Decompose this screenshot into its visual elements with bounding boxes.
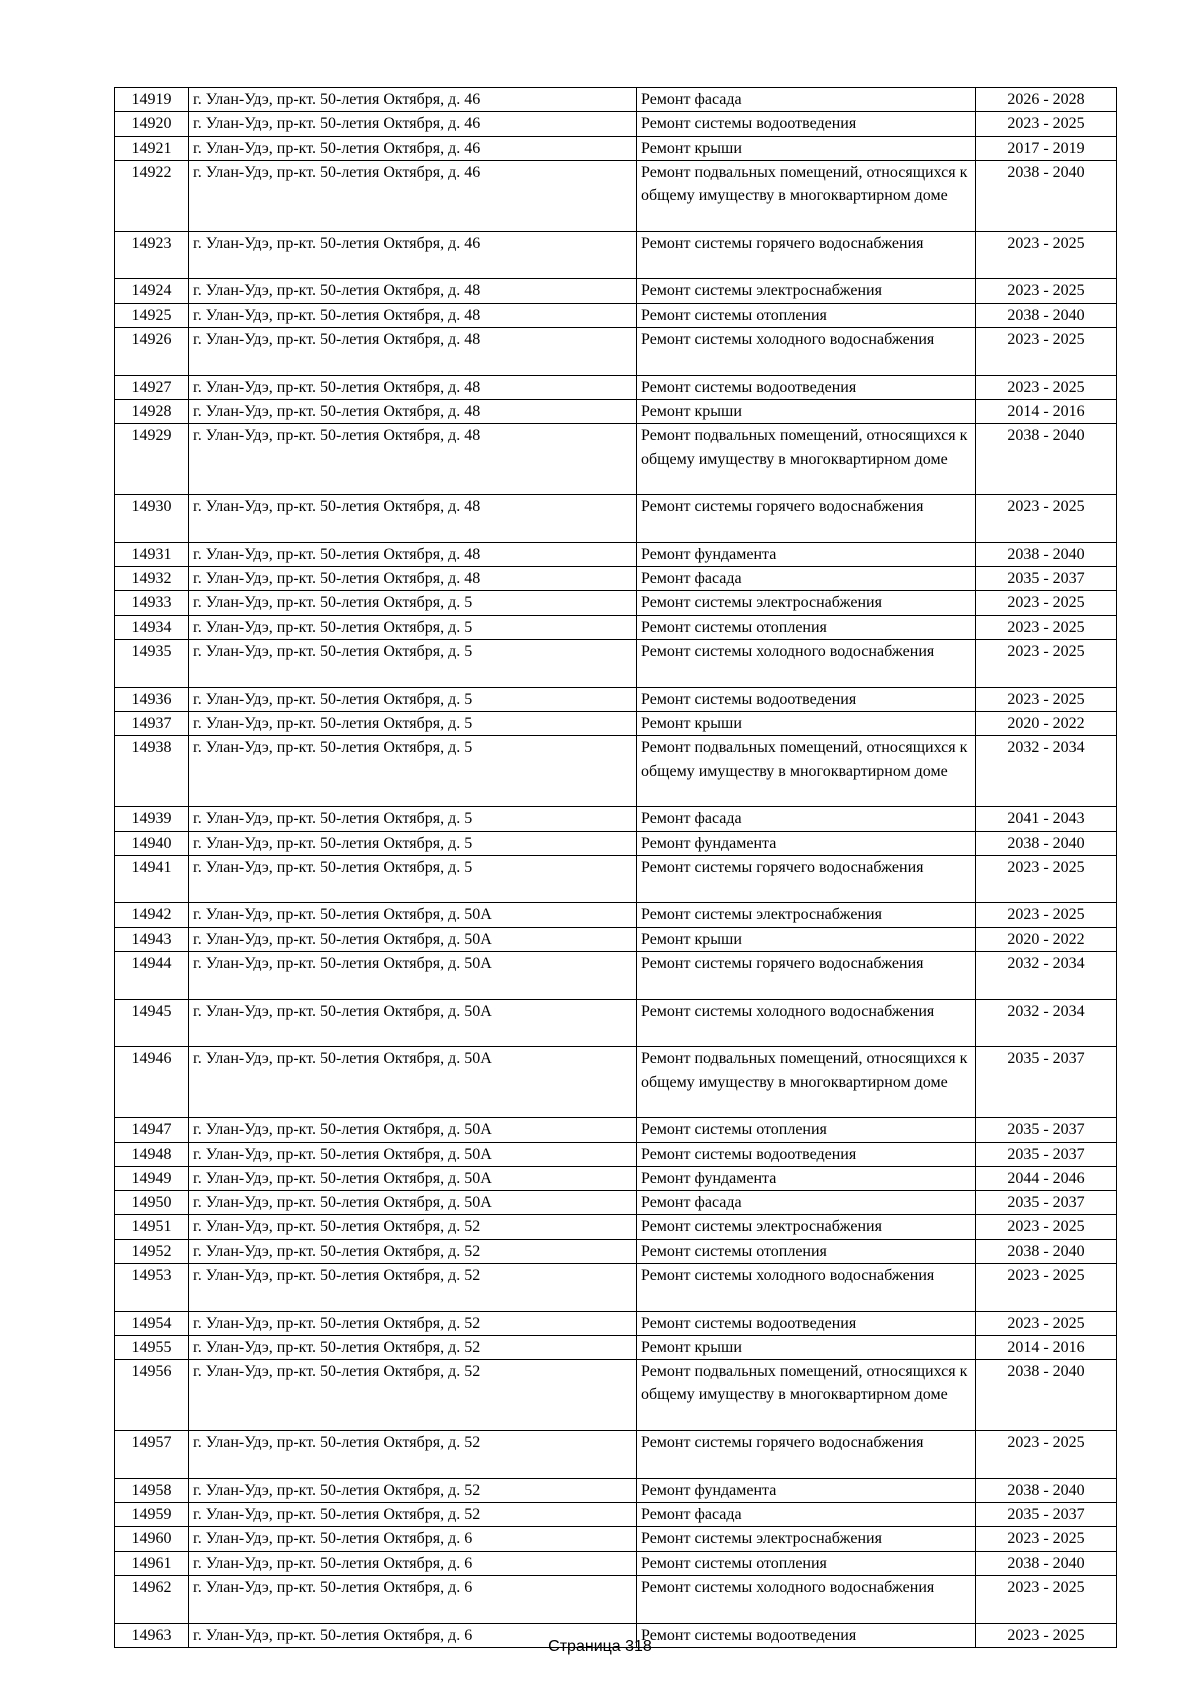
row-number: 14946 <box>115 1047 189 1118</box>
address-cell: г. Улан-Удэ, пр-кт. 50-летия Октября, д. 50А <box>189 999 637 1047</box>
row-number: 14938 <box>115 736 189 807</box>
work-type-cell: Ремонт фасада <box>637 567 976 591</box>
period-cell: 2035 - 2037 <box>976 1142 1117 1166</box>
period-cell: 2023 - 2025 <box>976 231 1117 279</box>
table-row <box>115 1360 1117 1431</box>
address-cell: г. Улан-Удэ, пр-кт. 50-летия Октября, д. 48 <box>189 567 637 591</box>
address-cell: г. Улан-Удэ, пр-кт. 50-летия Октября, д. 46 <box>189 112 637 136</box>
period-cell: 2038 - 2040 <box>976 303 1117 327</box>
work-type-cell: Ремонт системы холодного водоснабжения <box>637 640 976 688</box>
row-number: 14933 <box>115 591 189 615</box>
period-cell: 2023 - 2025 <box>976 495 1117 543</box>
row-number: 14960 <box>115 1527 189 1551</box>
row-number: 14920 <box>115 112 189 136</box>
table-row <box>115 711 1117 735</box>
address-cell: г. Улан-Удэ, пр-кт. 50-летия Октября, д. 50А <box>189 1166 637 1190</box>
work-type-cell: Ремонт системы холодного водоснабжения <box>637 1575 976 1623</box>
row-number: 14961 <box>115 1551 189 1575</box>
row-number: 14927 <box>115 375 189 399</box>
table-row <box>115 615 1117 639</box>
address-cell: г. Улан-Удэ, пр-кт. 50-летия Октября, д. 48 <box>189 495 637 543</box>
table-row <box>115 591 1117 615</box>
period-cell: 2038 - 2040 <box>976 1551 1117 1575</box>
work-type-cell: Ремонт подвальных помещений, относящихся к общему имуществу в многоквартирном доме <box>637 1360 976 1431</box>
work-type-cell: Ремонт фасада <box>637 807 976 831</box>
table-body <box>115 88 1117 1648</box>
address-cell: г. Улан-Удэ, пр-кт. 50-летия Октября, д. 5 <box>189 615 637 639</box>
row-number: 14922 <box>115 160 189 231</box>
work-type-cell: Ремонт системы водоотведения <box>637 375 976 399</box>
work-type-cell: Ремонт системы отопления <box>637 303 976 327</box>
period-cell: 2014 - 2016 <box>976 1335 1117 1359</box>
row-number: 14942 <box>115 903 189 927</box>
address-cell: г. Улан-Удэ, пр-кт. 50-летия Октября, д. 5 <box>189 687 637 711</box>
period-cell: 2023 - 2025 <box>976 1215 1117 1239</box>
table-row <box>115 999 1117 1047</box>
table-row <box>115 1335 1117 1359</box>
table-row <box>115 1263 1117 1311</box>
row-number: 14963 <box>115 1623 189 1647</box>
period-cell: 2035 - 2037 <box>976 1503 1117 1527</box>
row-number: 14947 <box>115 1118 189 1142</box>
work-type-cell: Ремонт подвальных помещений, относящихся к общему имуществу в многоквартирном доме <box>637 160 976 231</box>
work-type-cell: Ремонт подвальных помещений, относящихся к общему имуществу в многоквартирном доме <box>637 736 976 807</box>
table-row <box>115 807 1117 831</box>
work-type-cell: Ремонт системы водоотведения <box>637 1623 976 1647</box>
table-row <box>115 1191 1117 1215</box>
work-type-cell: Ремонт крыши <box>637 399 976 423</box>
address-cell: г. Улан-Удэ, пр-кт. 50-летия Октября, д. 50А <box>189 1142 637 1166</box>
table-row <box>115 303 1117 327</box>
row-number: 14937 <box>115 711 189 735</box>
address-cell: г. Улан-Удэ, пр-кт. 50-летия Октября, д. 52 <box>189 1263 637 1311</box>
table-row <box>115 736 1117 807</box>
row-number: 14932 <box>115 567 189 591</box>
table-row <box>115 1047 1117 1118</box>
period-cell: 2023 - 2025 <box>976 1263 1117 1311</box>
period-cell: 2038 - 2040 <box>976 160 1117 231</box>
address-cell: г. Улан-Удэ, пр-кт. 50-летия Октября, д. 48 <box>189 303 637 327</box>
address-cell: г. Улан-Удэ, пр-кт. 50-летия Октября, д. 48 <box>189 279 637 303</box>
address-cell: г. Улан-Удэ, пр-кт. 50-летия Октября, д. 5 <box>189 736 637 807</box>
period-cell: 2023 - 2025 <box>976 591 1117 615</box>
table-row <box>115 1142 1117 1166</box>
address-cell: г. Улан-Удэ, пр-кт. 50-летия Октября, д. 50А <box>189 927 637 951</box>
work-type-cell: Ремонт подвальных помещений, относящихся к общему имуществу в многоквартирном доме <box>637 1047 976 1118</box>
address-cell: г. Улан-Удэ, пр-кт. 50-летия Октября, д. 50А <box>189 1118 637 1142</box>
table-row <box>115 1527 1117 1551</box>
period-cell: 2020 - 2022 <box>976 711 1117 735</box>
work-type-cell: Ремонт системы электроснабжения <box>637 1527 976 1551</box>
table-row <box>115 567 1117 591</box>
work-type-cell: Ремонт системы холодного водоснабжения <box>637 328 976 376</box>
work-type-cell: Ремонт системы горячего водоснабжения <box>637 952 976 1000</box>
table-row <box>115 903 1117 927</box>
table-row <box>115 495 1117 543</box>
period-cell: 2041 - 2043 <box>976 807 1117 831</box>
period-cell: 2023 - 2025 <box>976 640 1117 688</box>
work-type-cell: Ремонт фасада <box>637 88 976 112</box>
period-cell: 2023 - 2025 <box>976 615 1117 639</box>
table-row <box>115 375 1117 399</box>
row-number: 14929 <box>115 424 189 495</box>
address-cell: г. Улан-Удэ, пр-кт. 50-летия Октября, д. 5 <box>189 591 637 615</box>
row-number: 14928 <box>115 399 189 423</box>
repair-schedule-table <box>114 87 1117 1648</box>
work-type-cell: Ремонт системы отопления <box>637 615 976 639</box>
row-number: 14940 <box>115 831 189 855</box>
address-cell: г. Улан-Удэ, пр-кт. 50-летия Октября, д. 52 <box>189 1335 637 1359</box>
row-number: 14950 <box>115 1191 189 1215</box>
row-number: 14921 <box>115 136 189 160</box>
work-type-cell: Ремонт системы водоотведения <box>637 1311 976 1335</box>
address-cell: г. Улан-Удэ, пр-кт. 50-летия Октября, д. 52 <box>189 1215 637 1239</box>
work-type-cell: Ремонт системы водоотведения <box>637 112 976 136</box>
address-cell: г. Улан-Удэ, пр-кт. 50-летия Октября, д. 48 <box>189 424 637 495</box>
work-type-cell: Ремонт системы электроснабжения <box>637 279 976 303</box>
row-number: 14925 <box>115 303 189 327</box>
address-cell: г. Улан-Удэ, пр-кт. 50-летия Октября, д. 5 <box>189 807 637 831</box>
address-cell: г. Улан-Удэ, пр-кт. 50-летия Октября, д. 5 <box>189 831 637 855</box>
work-type-cell: Ремонт системы горячего водоснабжения <box>637 231 976 279</box>
row-number: 14959 <box>115 1503 189 1527</box>
work-type-cell: Ремонт фундамента <box>637 1166 976 1190</box>
address-cell: г. Улан-Удэ, пр-кт. 50-летия Октября, д. 46 <box>189 88 637 112</box>
table-row <box>115 424 1117 495</box>
period-cell: 2014 - 2016 <box>976 399 1117 423</box>
row-number: 14939 <box>115 807 189 831</box>
period-cell: 2035 - 2037 <box>976 1047 1117 1118</box>
work-type-cell: Ремонт системы горячего водоснабжения <box>637 495 976 543</box>
row-number: 14952 <box>115 1239 189 1263</box>
row-number: 14958 <box>115 1478 189 1502</box>
table-row <box>115 1431 1117 1479</box>
period-cell: 2023 - 2025 <box>976 903 1117 927</box>
work-type-cell: Ремонт крыши <box>637 1335 976 1359</box>
address-cell: г. Улан-Удэ, пр-кт. 50-летия Октября, д. 52 <box>189 1311 637 1335</box>
row-number: 14924 <box>115 279 189 303</box>
row-number: 14931 <box>115 542 189 566</box>
work-type-cell: Ремонт фасада <box>637 1191 976 1215</box>
period-cell: 2017 - 2019 <box>976 136 1117 160</box>
address-cell: г. Улан-Удэ, пр-кт. 50-летия Октября, д. 48 <box>189 542 637 566</box>
address-cell: г. Улан-Удэ, пр-кт. 50-летия Октября, д. 6 <box>189 1623 637 1647</box>
table-row <box>115 831 1117 855</box>
row-number: 14957 <box>115 1431 189 1479</box>
row-number: 14923 <box>115 231 189 279</box>
row-number: 14919 <box>115 88 189 112</box>
period-cell: 2038 - 2040 <box>976 542 1117 566</box>
table-row <box>115 1239 1117 1263</box>
row-number: 14936 <box>115 687 189 711</box>
table-row <box>115 112 1117 136</box>
table-row <box>115 855 1117 903</box>
period-cell: 2035 - 2037 <box>976 1118 1117 1142</box>
period-cell: 2023 - 2025 <box>976 328 1117 376</box>
row-number: 14949 <box>115 1166 189 1190</box>
table-row <box>115 542 1117 566</box>
table-row <box>115 1551 1117 1575</box>
period-cell: 2032 - 2034 <box>976 952 1117 1000</box>
table-row <box>115 1311 1117 1335</box>
row-number: 14930 <box>115 495 189 543</box>
period-cell: 2026 - 2028 <box>976 88 1117 112</box>
work-type-cell: Ремонт подвальных помещений, относящихся к общему имуществу в многоквартирном доме <box>637 424 976 495</box>
row-number: 14953 <box>115 1263 189 1311</box>
table-row <box>115 1478 1117 1502</box>
address-cell: г. Улан-Удэ, пр-кт. 50-летия Октября, д. 50А <box>189 903 637 927</box>
work-type-cell: Ремонт системы горячего водоснабжения <box>637 1431 976 1479</box>
address-cell: г. Улан-Удэ, пр-кт. 50-летия Октября, д. 50А <box>189 1047 637 1118</box>
table-row <box>115 687 1117 711</box>
table-row <box>115 328 1117 376</box>
table-row <box>115 1215 1117 1239</box>
period-cell: 2023 - 2025 <box>976 855 1117 903</box>
work-type-cell: Ремонт системы электроснабжения <box>637 903 976 927</box>
address-cell: г. Улан-Удэ, пр-кт. 50-летия Октября, д. 6 <box>189 1527 637 1551</box>
period-cell: 2032 - 2034 <box>976 736 1117 807</box>
table-row <box>115 136 1117 160</box>
row-number: 14926 <box>115 328 189 376</box>
period-cell: 2032 - 2034 <box>976 999 1117 1047</box>
work-type-cell: Ремонт фасада <box>637 1503 976 1527</box>
row-number: 14944 <box>115 952 189 1000</box>
address-cell: г. Улан-Удэ, пр-кт. 50-летия Октября, д. 52 <box>189 1239 637 1263</box>
period-cell: 2023 - 2025 <box>976 112 1117 136</box>
period-cell: 2023 - 2025 <box>976 279 1117 303</box>
table-row <box>115 1166 1117 1190</box>
address-cell: г. Улан-Удэ, пр-кт. 50-летия Октября, д. 52 <box>189 1503 637 1527</box>
table-row <box>115 1118 1117 1142</box>
table-row <box>115 1503 1117 1527</box>
work-type-cell: Ремонт крыши <box>637 136 976 160</box>
address-cell: г. Улан-Удэ, пр-кт. 50-летия Октября, д. 46 <box>189 136 637 160</box>
table-row <box>115 88 1117 112</box>
period-cell: 2023 - 2025 <box>976 1311 1117 1335</box>
row-number: 14956 <box>115 1360 189 1431</box>
work-type-cell: Ремонт системы электроснабжения <box>637 1215 976 1239</box>
row-number: 14945 <box>115 999 189 1047</box>
table-row <box>115 279 1117 303</box>
work-type-cell: Ремонт фундамента <box>637 542 976 566</box>
address-cell: г. Улан-Удэ, пр-кт. 50-летия Октября, д. 5 <box>189 640 637 688</box>
row-number: 14954 <box>115 1311 189 1335</box>
table-row <box>115 160 1117 231</box>
table-row <box>115 1575 1117 1623</box>
work-type-cell: Ремонт крыши <box>637 711 976 735</box>
row-number: 14943 <box>115 927 189 951</box>
period-cell: 2020 - 2022 <box>976 927 1117 951</box>
table-row <box>115 231 1117 279</box>
row-number: 14934 <box>115 615 189 639</box>
address-cell: г. Улан-Удэ, пр-кт. 50-летия Октября, д. 5 <box>189 855 637 903</box>
period-cell: 2044 - 2046 <box>976 1166 1117 1190</box>
period-cell: 2038 - 2040 <box>976 1239 1117 1263</box>
address-cell: г. Улан-Удэ, пр-кт. 50-летия Октября, д. 5 <box>189 711 637 735</box>
work-type-cell: Ремонт фундамента <box>637 831 976 855</box>
work-type-cell: Ремонт системы отопления <box>637 1239 976 1263</box>
period-cell: 2023 - 2025 <box>976 1431 1117 1479</box>
page-number: Страница 318 <box>548 1638 652 1655</box>
work-type-cell: Ремонт системы горячего водоснабжения <box>637 855 976 903</box>
address-cell: г. Улан-Удэ, пр-кт. 50-летия Октября, д. 50А <box>189 952 637 1000</box>
row-number: 14935 <box>115 640 189 688</box>
work-type-cell: Ремонт системы холодного водоснабжения <box>637 999 976 1047</box>
work-type-cell: Ремонт системы отопления <box>637 1118 976 1142</box>
table-row <box>115 927 1117 951</box>
period-cell: 2038 - 2040 <box>976 831 1117 855</box>
row-number: 14951 <box>115 1215 189 1239</box>
period-cell: 2023 - 2025 <box>976 1623 1117 1647</box>
address-cell: г. Улан-Удэ, пр-кт. 50-летия Октября, д. 50А <box>189 1191 637 1215</box>
work-type-cell: Ремонт системы водоотведения <box>637 687 976 711</box>
address-cell: г. Улан-Удэ, пр-кт. 50-летия Октября, д. 48 <box>189 399 637 423</box>
work-type-cell: Ремонт системы холодного водоснабжения <box>637 1263 976 1311</box>
address-cell: г. Улан-Удэ, пр-кт. 50-летия Октября, д. 48 <box>189 328 637 376</box>
work-type-cell: Ремонт крыши <box>637 927 976 951</box>
work-type-cell: Ремонт системы электроснабжения <box>637 591 976 615</box>
address-cell: г. Улан-Удэ, пр-кт. 50-летия Октября, д. 52 <box>189 1478 637 1502</box>
work-type-cell: Ремонт системы отопления <box>637 1551 976 1575</box>
table-row <box>115 399 1117 423</box>
work-type-cell: Ремонт фундамента <box>637 1478 976 1502</box>
row-number: 14955 <box>115 1335 189 1359</box>
period-cell: 2023 - 2025 <box>976 1575 1117 1623</box>
address-cell: г. Улан-Удэ, пр-кт. 50-летия Октября, д. 48 <box>189 375 637 399</box>
work-type-cell: Ремонт системы водоотведения <box>637 1142 976 1166</box>
period-cell: 2035 - 2037 <box>976 567 1117 591</box>
row-number: 14941 <box>115 855 189 903</box>
period-cell: 2038 - 2040 <box>976 1478 1117 1502</box>
period-cell: 2035 - 2037 <box>976 1191 1117 1215</box>
address-cell: г. Улан-Удэ, пр-кт. 50-летия Октября, д. 46 <box>189 160 637 231</box>
period-cell: 2023 - 2025 <box>976 1527 1117 1551</box>
period-cell: 2038 - 2040 <box>976 1360 1117 1431</box>
table-row <box>115 952 1117 1000</box>
period-cell: 2023 - 2025 <box>976 687 1117 711</box>
address-cell: г. Улан-Удэ, пр-кт. 50-летия Октября, д. 52 <box>189 1360 637 1431</box>
address-cell: г. Улан-Удэ, пр-кт. 50-летия Октября, д. 6 <box>189 1575 637 1623</box>
table-row <box>115 640 1117 688</box>
address-cell: г. Улан-Удэ, пр-кт. 50-летия Октября, д. 46 <box>189 231 637 279</box>
row-number: 14948 <box>115 1142 189 1166</box>
row-number: 14962 <box>115 1575 189 1623</box>
address-cell: г. Улан-Удэ, пр-кт. 50-летия Октября, д. 52 <box>189 1431 637 1479</box>
period-cell: 2023 - 2025 <box>976 375 1117 399</box>
address-cell: г. Улан-Удэ, пр-кт. 50-летия Октября, д. 6 <box>189 1551 637 1575</box>
period-cell: 2038 - 2040 <box>976 424 1117 495</box>
